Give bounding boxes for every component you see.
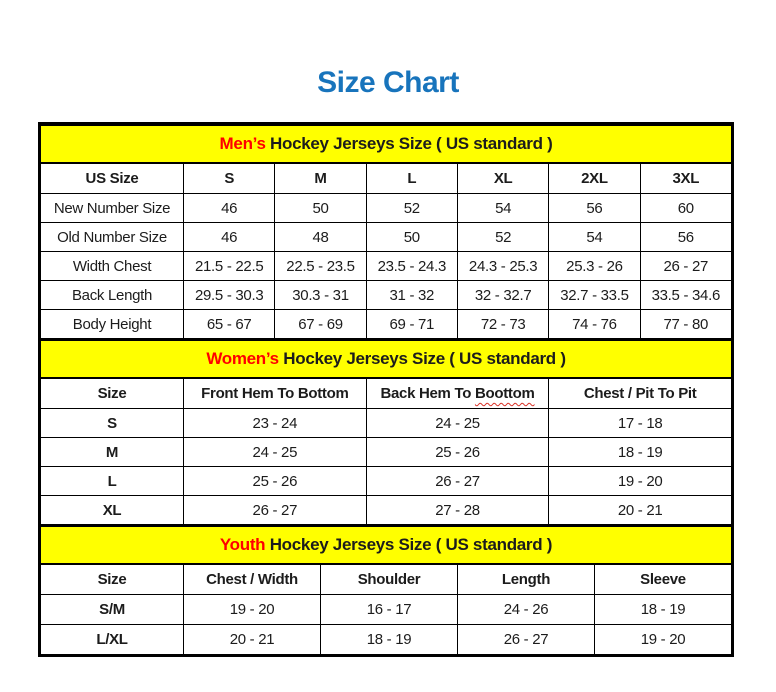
size-value-cell: 26 - 27 [640, 252, 731, 281]
size-value-cell: 48 [275, 223, 366, 252]
size-value-cell: 52 [366, 194, 457, 223]
womens-section-title-rest: Hockey Jerseys Size ( US standard ) [283, 349, 566, 368]
size-value-cell: 60 [640, 194, 731, 223]
size-value-cell: 19 - 20 [549, 467, 732, 496]
size-value-cell: 23.5 - 24.3 [366, 252, 457, 281]
table-row [41, 496, 732, 525]
column-header: Sleeve [594, 564, 731, 595]
column-header: Front Hem To Bottom [184, 378, 367, 409]
row-label: Old Number Size [41, 223, 184, 252]
column-header: Shoulder [321, 564, 458, 595]
youth-size-table [40, 525, 732, 655]
size-value-cell: 24 - 26 [458, 595, 595, 625]
youth-section-title [41, 526, 732, 564]
size-value-cell: 50 [366, 223, 457, 252]
row-label: Back Length [41, 281, 184, 310]
page-title: Size Chart [317, 66, 459, 99]
column-header: S [184, 163, 275, 194]
table-row [41, 223, 732, 252]
table-row [41, 467, 732, 496]
size-value-cell: 26 - 27 [184, 496, 367, 525]
row-label: XL [41, 496, 184, 525]
size-value-cell: 20 - 21 [184, 625, 321, 655]
table-row [41, 194, 732, 223]
row-label: S [41, 409, 184, 438]
size-value-cell: 32 - 32.7 [457, 281, 548, 310]
youth-header-row [41, 564, 732, 595]
column-header-text: Back Hem To [380, 385, 475, 402]
size-value-cell: 21.5 - 22.5 [184, 252, 275, 281]
size-value-cell: 50 [275, 194, 366, 223]
size-value-cell: 56 [640, 223, 731, 252]
table-row [41, 595, 732, 625]
row-label: L/XL [41, 625, 184, 655]
size-value-cell: 26 - 27 [458, 625, 595, 655]
size-value-cell: 18 - 19 [549, 438, 732, 467]
size-value-cell: 30.3 - 31 [275, 281, 366, 310]
table-row [41, 281, 732, 310]
size-chart-tables [38, 122, 734, 657]
size-value-cell: 25 - 26 [184, 467, 367, 496]
mens-header-row [41, 163, 732, 194]
table-row [41, 252, 732, 281]
size-value-cell: 74 - 76 [549, 310, 640, 339]
row-label: M [41, 438, 184, 467]
table-row [41, 310, 732, 339]
size-value-cell: 19 - 20 [594, 625, 731, 655]
mens-size-table [40, 124, 732, 339]
table-row [41, 438, 732, 467]
womens-section-title-highlight: Women’s [206, 349, 284, 368]
row-label: New Number Size [41, 194, 184, 223]
size-value-cell: 46 [184, 194, 275, 223]
column-header: Size [41, 564, 184, 595]
size-value-cell: 25 - 26 [366, 438, 549, 467]
size-value-cell: 52 [457, 223, 548, 252]
size-value-cell: 22.5 - 23.5 [275, 252, 366, 281]
size-value-cell: 33.5 - 34.6 [640, 281, 731, 310]
size-value-cell: 31 - 32 [366, 281, 457, 310]
size-value-cell: 23 - 24 [184, 409, 367, 438]
size-value-cell: 17 - 18 [549, 409, 732, 438]
mens-section-banner [41, 125, 732, 163]
size-value-cell: 24 - 25 [184, 438, 367, 467]
mens-section-title-highlight: Men’s [219, 134, 271, 153]
womens-section-banner [41, 340, 732, 378]
size-value-cell: 46 [184, 223, 275, 252]
size-value-cell: 77 - 80 [640, 310, 731, 339]
column-header: L [366, 163, 457, 194]
size-value-cell: 54 [549, 223, 640, 252]
row-label: S/M [41, 595, 184, 625]
column-header: Chest / Width [184, 564, 321, 595]
size-value-cell: 25.3 - 26 [549, 252, 640, 281]
size-value-cell: 18 - 19 [321, 625, 458, 655]
size-value-cell: 24.3 - 25.3 [457, 252, 548, 281]
column-header: Size [41, 378, 184, 409]
size-value-cell: 27 - 28 [366, 496, 549, 525]
row-label: Body Height [41, 310, 184, 339]
row-label: Width Chest [41, 252, 184, 281]
size-value-cell: 72 - 73 [457, 310, 548, 339]
table-row [41, 409, 732, 438]
mens-section-title-rest: Hockey Jerseys Size ( US standard ) [270, 134, 553, 153]
size-value-cell: 24 - 25 [366, 409, 549, 438]
column-header: Length [458, 564, 595, 595]
row-label: L [41, 467, 184, 496]
column-header: 2XL [549, 163, 640, 194]
column-header: XL [457, 163, 548, 194]
size-value-cell: 18 - 19 [594, 595, 731, 625]
womens-size-table [40, 339, 732, 525]
column-header: M [275, 163, 366, 194]
size-value-cell: 20 - 21 [549, 496, 732, 525]
size-value-cell: 29.5 - 30.3 [184, 281, 275, 310]
column-header: Chest / Pit To Pit [549, 378, 732, 409]
size-value-cell: 65 - 67 [184, 310, 275, 339]
size-value-cell: 26 - 27 [366, 467, 549, 496]
column-header [366, 378, 549, 409]
size-value-cell: 54 [457, 194, 548, 223]
size-value-cell: 56 [549, 194, 640, 223]
misspelled-word: Boottom [474, 385, 535, 402]
youth-section-title-highlight: Youth [219, 535, 270, 554]
size-value-cell: 69 - 71 [366, 310, 457, 339]
size-value-cell: 67 - 69 [275, 310, 366, 339]
size-value-cell: 16 - 17 [321, 595, 458, 625]
table-row [41, 625, 732, 655]
column-header: 3XL [640, 163, 731, 194]
womens-header-row [41, 378, 732, 409]
mens-section-title [41, 125, 732, 163]
size-value-cell: 32.7 - 33.5 [549, 281, 640, 310]
youth-section-title-rest: Hockey Jerseys Size ( US standard ) [269, 535, 553, 554]
size-value-cell: 19 - 20 [184, 595, 321, 625]
column-header: US Size [41, 163, 184, 194]
youth-section-banner [41, 526, 732, 564]
womens-section-title [41, 340, 732, 378]
